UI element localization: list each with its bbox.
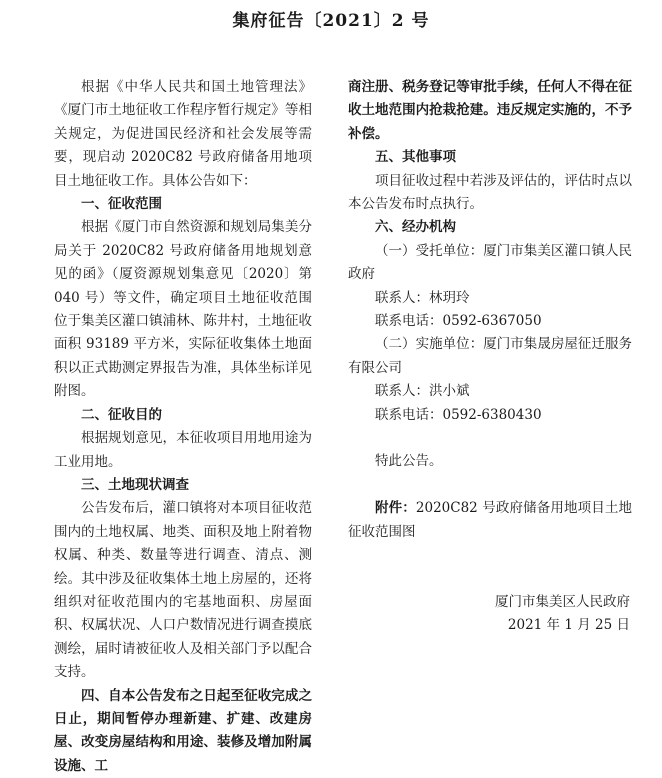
spacer <box>348 567 632 590</box>
right-column <box>348 76 632 638</box>
spacer <box>348 544 632 567</box>
section-4-continued: 商注册、税务登记等审批手续，任何人不得在征收土地范围内抢栽抢建。违反规定实施的，不予补偿。 <box>348 79 632 142</box>
document-number: 集府征告〔2021〕2 号 <box>232 11 430 31</box>
section-3-body: 公告发布后，灌口镇将对本项目征收范围内的土地权属、地类、面积及地上附着物权属、种类、数量等进行调查、清点、测绘。其中涉及征收集体土地上房屋的，还将组织对征收范围内的宅基地面积、房屋面积、权属状况、人口户数情况进行调查摸底测绘，届时请被征收人及相关部门予以配合支持。 <box>54 500 312 681</box>
section-1-heading: 一、征收范围 <box>81 196 162 213</box>
spacer <box>348 474 632 497</box>
issuer: 厦门市集美区人民政府 <box>495 593 630 610</box>
section-1-body: 根据《厦门市自然资源和规划局集美分局关于 2020C82 号政府储备用地规划意见的函》（厦资源规划集意见〔2020〕第 040 号）等文件，确定项目土地征收范围位于集美区灌口镇浦林、陈井村，土地征收面积 93189 平方米，实际征收集体土地面积以正式勘测定界报告为准，具体坐标详见附图。 <box>54 219 312 400</box>
attachment-label: 附件： <box>375 500 416 517</box>
section-5-heading: 五、其他事项 <box>375 149 456 166</box>
section-4-text: 四、自本公告发布之日起至征收完成之日止，期间暂停办理新建、扩建、改建房屋、改变房屋结构和用途、装修及增加附属设施、工 <box>54 687 312 774</box>
agency-1-contact: 联系人：林玥玲 <box>375 289 470 306</box>
left-column <box>54 76 312 778</box>
spacer <box>348 427 632 450</box>
attachment <box>348 497 632 544</box>
intro-paragraph: 根据《中华人民共和国土地管理法》《厦门市土地征收工作程序暂行规定》等相关规定，为促进国民经济和社会发展等需要，现启动 2020C82 号政府储备用地项目土地征收工作。具体公告如下： <box>54 79 312 189</box>
agency-2-phone: 联系电话：0592-6380430 <box>375 406 542 423</box>
attachment-text: 2020C82 号政府储备用地项目土地征收范围图 <box>348 500 633 540</box>
agency-2: （二）实施单位：厦门市集晟房屋征迁服务有限公司 <box>348 336 632 376</box>
section-2-body: 根据规划意见，本征收项目用地用途为工业用地。 <box>54 430 312 470</box>
agency-1-phone: 联系电话：0592-6367050 <box>375 313 542 330</box>
closing-notice: 特此公告。 <box>375 453 443 470</box>
section-2-heading: 二、征收目的 <box>81 406 162 423</box>
section-3-heading: 三、土地现状调查 <box>81 476 189 493</box>
section-6-heading: 六、经办机构 <box>375 219 456 236</box>
section-5-body: 项目征收过程中若涉及评估的，评估时点以本公告发布时点执行。 <box>348 172 632 213</box>
agency-1: （一）受托单位：厦门市集美区灌口镇人民政府 <box>348 242 632 283</box>
issue-date: 2021 年 1 月 25 日 <box>507 617 630 634</box>
agency-2-contact: 联系人：洪小斌 <box>375 383 470 400</box>
